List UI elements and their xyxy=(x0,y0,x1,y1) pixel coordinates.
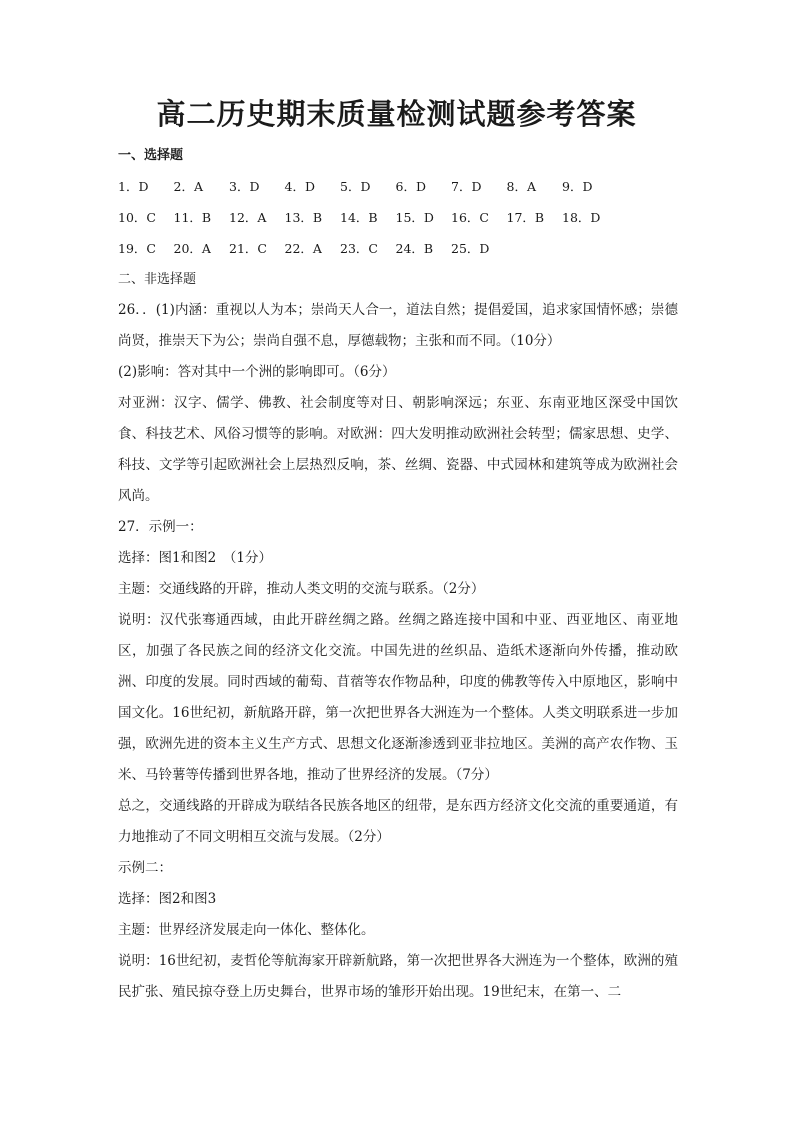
answer-item: 25．D xyxy=(451,241,490,256)
page-title: 高二历史期末质量检测试题参考答案 xyxy=(156,97,637,131)
answer-item: 16．C xyxy=(451,210,489,225)
answer-item: 6．D xyxy=(395,179,426,194)
q27-ex1-choice: 选择：图1和图2 （1分） xyxy=(118,550,273,566)
answer-item: 5．D xyxy=(340,179,371,194)
q26-part2-detail: 对亚洲：汉字、儒学、佛教、社会制度等对日、朝影响深远；东亚、东南亚地区深受中国饮食、科技艺术、风俗习惯等的影响。对欧洲：四大发明推动欧洲社会转型；儒家思想、史学、科技、文学等引起欧洲社会上层热烈反响，茶、丝绸、瓷器、中式园林和建筑等成为欧洲社会风尚。 xyxy=(118,395,678,504)
q27-ex2-theme: 主题：世界经济发展走向一体化、整体化。 xyxy=(118,922,375,938)
q27-ex1-summary: 总之，交通线路的开辟成为联结各民族各地区的纽带，是东西方经济文化交流的重要通道，有力地推动了不同文明相互交流与发展。（2分） xyxy=(118,798,678,845)
answer-item: 22．A xyxy=(284,241,322,256)
section-heading-choice: 一、选择题 xyxy=(118,148,184,163)
answer-row-1 xyxy=(118,171,678,202)
answer-item: 17．B xyxy=(506,210,545,225)
section-heading-nonchoice: 二、非选择题 xyxy=(118,272,197,287)
answer-item: 1．D xyxy=(118,179,149,194)
answer-item: 13．B xyxy=(284,210,323,225)
answer-item: 10．C xyxy=(118,210,156,225)
answer-item: 11．B xyxy=(173,210,212,225)
answer-item: 9．D xyxy=(562,179,593,194)
q27-ex2-label: 示例二： xyxy=(118,860,172,876)
answer-content xyxy=(118,140,678,1008)
q27-ex1-theme: 主题：交通线路的开辟，推动人类文明的交流与联系。（2分） xyxy=(118,581,485,597)
answer-item: 24．B xyxy=(395,241,434,256)
answer-item: 20．A xyxy=(173,241,211,256)
answer-row-2 xyxy=(118,202,678,233)
answer-item: 23．C xyxy=(340,241,378,256)
answer-item: 3．D xyxy=(229,179,260,194)
q27-ex1-description: 说明：汉代张骞通西域，由此开辟丝绸之路。丝绸之路连接中国和中亚、西亚地区、南亚地区，加强了各民族之间的经济文化交流。中国先进的丝织品、造纸术逐渐向外传播，推动欧洲、印度的发展。同时西域的葡萄、苜蓿等农作物品种，印度的佛教等传入中原地区，影响中国文化。16世纪初，新航路开辟，第一次把世界各大洲连为一个整体。人类文明联系进一步加强，欧洲先进的资本主义生产方式、思想文化逐渐渗透到亚非拉地区。美洲的高产农作物、玉米、马铃薯等传播到世界各地，推动了世界经济的发展。（7分） xyxy=(118,612,678,783)
answer-item: 8．A xyxy=(506,179,536,194)
answer-item: 18．D xyxy=(562,210,601,225)
answer-item: 12．A xyxy=(229,210,267,225)
answer-item: 2．A xyxy=(173,179,203,194)
q27-ex2-choice: 选择：图2和图3 xyxy=(118,891,217,907)
q26-part2: (2)影响：答对其中一个洲的影响即可。（6分） xyxy=(118,364,396,380)
answer-item: 15．D xyxy=(395,210,434,225)
answer-item: 21．C xyxy=(229,241,267,256)
answer-item: 4．D xyxy=(284,179,315,194)
answer-item: 19．C xyxy=(118,241,156,256)
q27-intro: 27．示例一： xyxy=(118,519,203,535)
answer-item: 7．D xyxy=(451,179,482,194)
answer-item: 14．B xyxy=(340,210,378,225)
q26-part1: 26．．(1)内涵：重视以人为本；崇尚天人合一，道法自然；提倡爱国，追求家国情怀感；崇德尚贤，推崇天下为公；崇尚自强不息，厚德载物；主张和而不同。（10分） xyxy=(118,302,678,349)
q27-ex2-description: 说明：16世纪初，麦哲伦等航海家开辟新航路，第一次把世界各大洲连为一个整体，欧洲的殖民扩张、殖民掠夺登上历史舞台，世界市场的雏形开始出现。19世纪末，在第一、二 xyxy=(118,953,678,1000)
answer-row-3 xyxy=(118,233,678,264)
